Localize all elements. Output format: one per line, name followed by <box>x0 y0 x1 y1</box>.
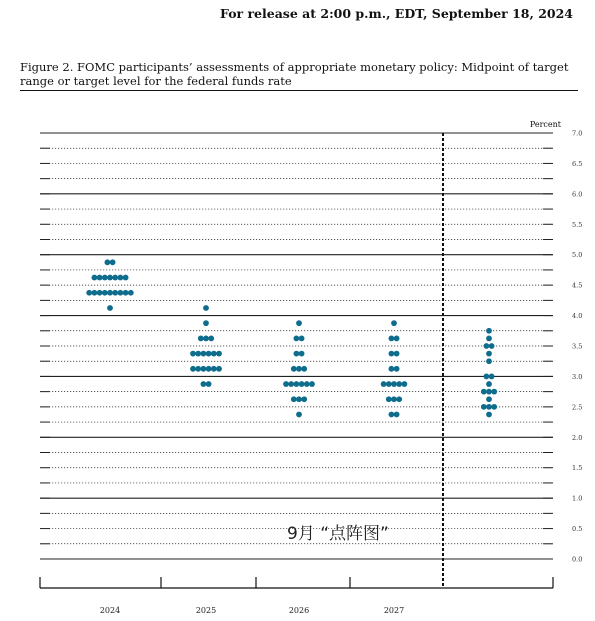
dot-marker <box>190 351 196 357</box>
figure-caption: Figure 2. FOMC participants’ assessments of appropriate monetary policy: Midpoint of target range or target level for the federal funds rate <box>20 60 569 88</box>
dot-marker <box>105 259 111 265</box>
dot-marker <box>102 290 108 296</box>
dot-marker <box>294 381 300 387</box>
dot-marker <box>195 366 201 372</box>
dot-marker <box>389 351 395 357</box>
y-tick-label: 0.0 <box>572 555 583 564</box>
dot-marker <box>110 259 116 265</box>
dot-marker <box>304 381 310 387</box>
dot-marker <box>123 290 129 296</box>
dot-marker <box>486 412 492 418</box>
dot-marker <box>208 335 214 341</box>
dot-marker <box>92 275 98 281</box>
y-tick-label: 4.5 <box>572 281 583 290</box>
y-tick-label: 1.5 <box>572 464 583 473</box>
dot-marker <box>216 351 222 357</box>
dot-marker <box>386 381 392 387</box>
x-tick-label: 2025 <box>195 606 217 615</box>
dot-marker <box>198 335 204 341</box>
dot-marker <box>491 404 497 410</box>
dot-marker <box>486 381 492 387</box>
y-tick-label: 3.0 <box>572 372 583 381</box>
dot-marker <box>491 389 497 395</box>
dot-marker <box>190 366 196 372</box>
y-tick-label: 4.0 <box>572 312 583 321</box>
dot-marker <box>301 396 307 402</box>
dot-marker <box>391 320 397 326</box>
dot-marker <box>288 381 294 387</box>
dot-marker <box>102 275 108 281</box>
y-tick-label: 7.0 <box>572 129 583 138</box>
dot-marker <box>211 351 217 357</box>
dot-marker <box>201 351 207 357</box>
dot-marker <box>283 381 289 387</box>
x-tick-label: 2026 <box>288 606 310 615</box>
dot-marker <box>486 335 492 341</box>
dot-marker <box>128 290 134 296</box>
y-tick-label: 2.5 <box>572 403 583 412</box>
dot-marker <box>201 381 207 387</box>
dot-marker <box>402 381 408 387</box>
release-header: For release at 2:00 p.m., EDT, September 18, 2024 <box>220 6 573 21</box>
dot-marker <box>203 305 209 311</box>
dot-marker <box>112 275 118 281</box>
dot-marker <box>484 343 490 349</box>
dot-marker <box>294 335 300 341</box>
dot-marker <box>394 412 400 418</box>
dot-marker <box>391 396 397 402</box>
dot-marker <box>481 389 487 395</box>
x-tick-label: 2027 <box>383 606 405 615</box>
dot-marker <box>296 396 302 402</box>
dot-marker <box>195 351 201 357</box>
dot-marker <box>486 328 492 334</box>
y-axis-label: Percent <box>529 120 561 129</box>
dot-marker <box>389 412 395 418</box>
dot-marker <box>486 351 492 357</box>
dot-marker <box>301 366 307 372</box>
dot-marker <box>107 275 113 281</box>
dot-marker <box>396 396 402 402</box>
dot-marker <box>86 290 92 296</box>
dot-marker <box>381 381 387 387</box>
y-tick-label: 6.0 <box>572 190 583 199</box>
y-tick-label: 2.0 <box>572 433 583 442</box>
y-tick-label: 5.5 <box>572 220 583 229</box>
dot-marker <box>206 351 212 357</box>
dot-marker <box>486 404 492 410</box>
dot-marker <box>386 396 392 402</box>
dot-marker <box>203 320 209 326</box>
dot-marker <box>201 366 207 372</box>
dot-marker <box>394 335 400 341</box>
x-tick-label: 2024 <box>99 606 121 615</box>
dot-marker <box>206 366 212 372</box>
dot-marker <box>299 351 305 357</box>
dot-marker <box>112 290 118 296</box>
dot-marker <box>291 396 297 402</box>
y-tick-label: 3.5 <box>572 342 583 351</box>
dot-marker <box>296 366 302 372</box>
dot-marker <box>206 381 212 387</box>
dot-marker <box>299 381 305 387</box>
dot-marker <box>486 358 492 364</box>
dot-marker <box>97 275 103 281</box>
dot-marker <box>389 366 395 372</box>
y-tick-label: 5.0 <box>572 251 583 260</box>
dot-marker <box>291 366 297 372</box>
dot-marker <box>211 366 217 372</box>
dot-marker <box>484 374 490 380</box>
dot-marker <box>394 366 400 372</box>
overlay-caption: 9月 “点阵图” <box>287 524 389 544</box>
dot-marker <box>92 290 98 296</box>
dot-marker <box>203 335 209 341</box>
dot-marker <box>118 290 124 296</box>
dot-marker <box>391 381 397 387</box>
y-tick-label: 0.5 <box>572 525 583 534</box>
y-tick-label: 1.0 <box>572 494 583 503</box>
dot-marker <box>107 290 113 296</box>
dot-marker <box>107 305 113 311</box>
dot-marker <box>123 275 129 281</box>
dot-marker <box>394 351 400 357</box>
dot-marker <box>97 290 103 296</box>
dot-marker <box>299 335 305 341</box>
y-tick-label: 6.5 <box>572 159 583 168</box>
dot-marker <box>489 343 495 349</box>
dot-marker <box>396 381 402 387</box>
dot-marker <box>486 389 492 395</box>
dot-marker <box>118 275 124 281</box>
dot-marker <box>486 396 492 402</box>
dot-marker <box>481 404 487 410</box>
dot-marker <box>309 381 315 387</box>
dot-marker <box>489 374 495 380</box>
dot-marker <box>296 320 302 326</box>
dot-marker <box>216 366 222 372</box>
dot-marker <box>296 412 302 418</box>
dot-marker <box>389 335 395 341</box>
dot-marker <box>294 351 300 357</box>
